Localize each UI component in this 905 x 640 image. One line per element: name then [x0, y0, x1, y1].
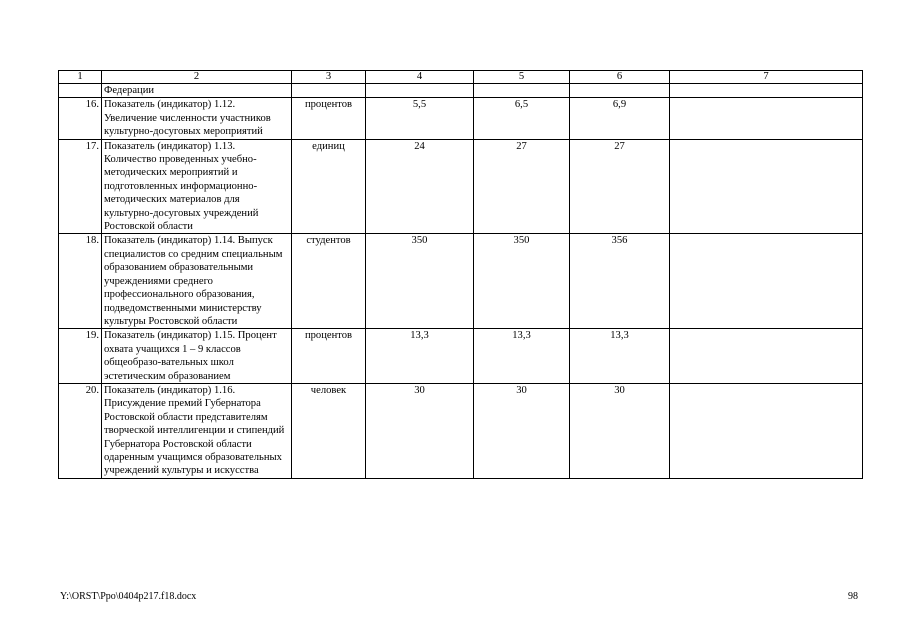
value-col4: 5,5	[366, 98, 474, 139]
table-row	[59, 383, 863, 478]
unit: процентов	[292, 98, 366, 139]
indicator-description: Показатель (индикатор) 1.12. Увеличение численности участников культурно-досуговых мероприятий	[102, 98, 292, 139]
cell-empty	[474, 84, 570, 98]
table-row	[59, 139, 863, 234]
footer-file-path: Y:\ORST\Ppo\0404p217.f18.docx	[60, 591, 197, 602]
value-col6: 27	[570, 139, 670, 234]
cell-empty	[570, 84, 670, 98]
value-col5: 350	[474, 234, 570, 329]
table-row	[59, 234, 863, 329]
row-number: 19.	[59, 329, 102, 384]
cell-empty	[59, 84, 102, 98]
continuation-row	[59, 84, 863, 98]
cell-empty	[670, 84, 863, 98]
indicators-table	[58, 70, 863, 479]
unit: студентов	[292, 234, 366, 329]
value-col7	[670, 234, 863, 329]
indicator-description: Показатель (индикатор) 1.15. Процент охвата учащихся 1 – 9 классов общеобразо-вательных школ эстетическим образованием	[102, 329, 292, 384]
indicator-description: Показатель (индикатор) 1.13. Количество проведенных учебно-методических мероприятий и подготовленных информационно-методических материалов для культурно-досуговых учреждений Ростовской области	[102, 139, 292, 234]
column-number: 6	[570, 71, 670, 84]
value-col5: 30	[474, 383, 570, 478]
unit: единиц	[292, 139, 366, 234]
page-number: 98	[848, 591, 858, 602]
continuation-text: Федерации	[102, 84, 292, 98]
value-col7	[670, 139, 863, 234]
column-number: 5	[474, 71, 570, 84]
column-number: 4	[366, 71, 474, 84]
value-col5: 27	[474, 139, 570, 234]
cell-empty	[366, 84, 474, 98]
value-col4: 350	[366, 234, 474, 329]
indicator-description: Показатель (индикатор) 1.14. Выпуск специалистов со средним специальным образованием образовательными учреждениями среднего профессионального образования, подведомственными министерству культуры Ростовской области	[102, 234, 292, 329]
value-col4: 30	[366, 383, 474, 478]
table-row	[59, 329, 863, 384]
value-col4: 13,3	[366, 329, 474, 384]
column-number: 2	[102, 71, 292, 84]
column-number-row	[59, 71, 863, 84]
indicator-description: Показатель (индикатор) 1.16. Присуждение премий Губернатора Ростовской области представителям творческой интеллигенции и стипендий Губернатора Ростовской области одаренным учащимся образовательных учреждений культуры и искусства	[102, 383, 292, 478]
row-number: 20.	[59, 383, 102, 478]
row-number: 16.	[59, 98, 102, 139]
cell-empty	[292, 84, 366, 98]
column-number: 3	[292, 71, 366, 84]
value-col6: 356	[570, 234, 670, 329]
value-col6: 13,3	[570, 329, 670, 384]
value-col5: 6,5	[474, 98, 570, 139]
column-number: 1	[59, 71, 102, 84]
value-col7	[670, 98, 863, 139]
value-col7	[670, 383, 863, 478]
unit: процентов	[292, 329, 366, 384]
value-col6: 30	[570, 383, 670, 478]
unit: человек	[292, 383, 366, 478]
value-col6: 6,9	[570, 98, 670, 139]
row-number: 18.	[59, 234, 102, 329]
value-col5: 13,3	[474, 329, 570, 384]
table-row	[59, 98, 863, 139]
value-col4: 24	[366, 139, 474, 234]
value-col7	[670, 329, 863, 384]
column-number: 7	[670, 71, 863, 84]
row-number: 17.	[59, 139, 102, 234]
